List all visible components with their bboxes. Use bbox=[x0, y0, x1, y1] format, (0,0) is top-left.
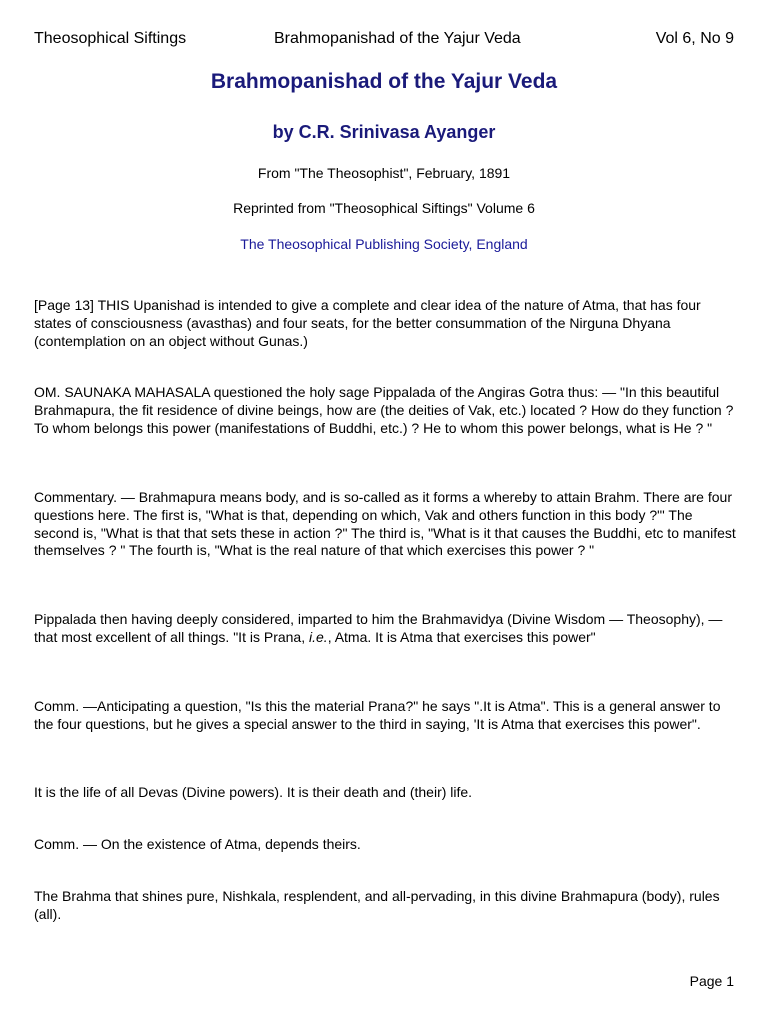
reprint-line: Reprinted from "Theosophical Siftings" Volume 6 bbox=[233, 200, 535, 216]
author-line: by C.R. Srinivasa Ayanger bbox=[272, 122, 496, 142]
paragraph-commentary-prana: Comm. —Anticipating a question, "Is this the material Prana?" he says ".It is Atma". This is a general answer to the four questions, but he gives a special answer to the third in saying, 'It is Atma that exercises this power". bbox=[34, 698, 721, 732]
header-publication: Theosophical Siftings bbox=[34, 30, 187, 47]
running-header bbox=[34, 30, 734, 52]
source-line: From "The Theosophist", February, 1891 bbox=[257, 165, 511, 181]
paragraph-text: , Atma. It is Atma that exercises this power" bbox=[327, 628, 596, 645]
header-article-title: Brahmopanishad of the Yajur Veda bbox=[274, 30, 521, 47]
paragraph-brahma-shines: The Brahma that shines pure, Nishkala, resplendent, and all-pervading, in this divine Brahmapura (body), rules (all). bbox=[34, 888, 720, 922]
header-volume: Vol 6, No 9 bbox=[655, 30, 734, 47]
page-number: Page 1 bbox=[689, 973, 734, 989]
paragraph-life-of-devas: It is the life of all Devas (Divine powers). It is their death and (their) life. bbox=[34, 784, 473, 800]
paragraph-pippalada-answer bbox=[34, 611, 736, 647]
page-title: Brahmopanishad of the Yajur Veda bbox=[210, 70, 558, 93]
publisher-line: The Theosophical Publishing Society, England bbox=[240, 236, 528, 252]
paragraph-introduction: [Page 13] THIS Upanishad is intended to give a complete and clear idea of the nature of Atma, that has four states of consciousness (avasthas) and four seats, for the better consummation of the Nirguna Dhyana (contemplation on an object without Gunas.) bbox=[34, 297, 701, 349]
paragraph-commentary: Commentary. — Brahmapura means body, and is so-called as it forms a whereby to attain Brahm. There are four questions here. The first is, "What is that, depending on which, Vak and others function in this body ?"' The second is, "What is that that sets these in action ?" The third is, "What is it that causes the Buddhi, etc to manifest themselves ? " The fourth is, "What is the real nature of that which exercises this power ? " bbox=[34, 489, 736, 559]
paragraph-question: OM. SAUNAKA MAHASALA questioned the holy sage Pippalada of the Angiras Gotra thus: — "In this beautiful Brahmapura, the fit residence of divine beings, how are (the deities of Vak, etc.) located ? How do they function ? To whom belongs this power (manifestations of Buddhi, etc.) ? He to whom this power belongs, what is He ? " bbox=[34, 384, 734, 436]
paragraph-commentary-existence: Comm. — On the existence of Atma, depends theirs. bbox=[34, 836, 361, 852]
paragraph-text: Pippalada then having deeply considered, imparted to him the Brahmavidya (Divine Wisdom — Theosophy), — that most excellent of all things. "It is Prana, bbox=[34, 611, 723, 645]
emphasis-ie: i.e. bbox=[309, 628, 328, 645]
